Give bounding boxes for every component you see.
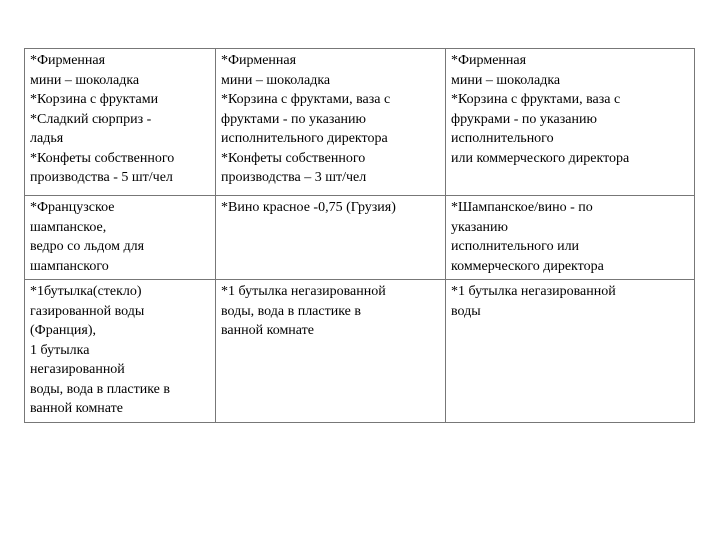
table-row: [25, 196, 695, 280]
table-row: [25, 49, 695, 196]
amenities-table: [24, 48, 695, 423]
table-cell: *Французское шампанское, ведро со льдом для шампанского: [25, 196, 216, 280]
table-cell: *Вино красное -0,75 (Грузия): [216, 196, 446, 280]
table-cell: *1бутылка(стекло) газированной воды (Франция), 1 бутылка негазированной воды, вода в пластике в ванной комнате: [25, 280, 216, 423]
table-cell: *Фирменная мини – шоколадка *Корзина с фруктами, ваза с фруктами - по указанию исполнительного директора *Конфеты собственного производства – 3 шт/чел: [216, 49, 446, 196]
table-cell: *Фирменная мини – шоколадка *Корзина с фруктами, ваза с фрукрами - по указанию исполнительного или коммерческого директора: [446, 49, 695, 196]
table-cell: *Фирменная мини – шоколадка *Корзина с фруктами *Сладкий сюрприз - ладья *Конфеты собственного производства - 5 шт/чел: [25, 49, 216, 196]
table-cell: *Шампанское/вино - по указанию исполнительного или коммерческого директора: [446, 196, 695, 280]
table-cell: *1 бутылка негазированной воды, вода в пластике в ванной комнате: [216, 280, 446, 423]
table-row: [25, 280, 695, 423]
table-cell: *1 бутылка негазированной воды: [446, 280, 695, 423]
